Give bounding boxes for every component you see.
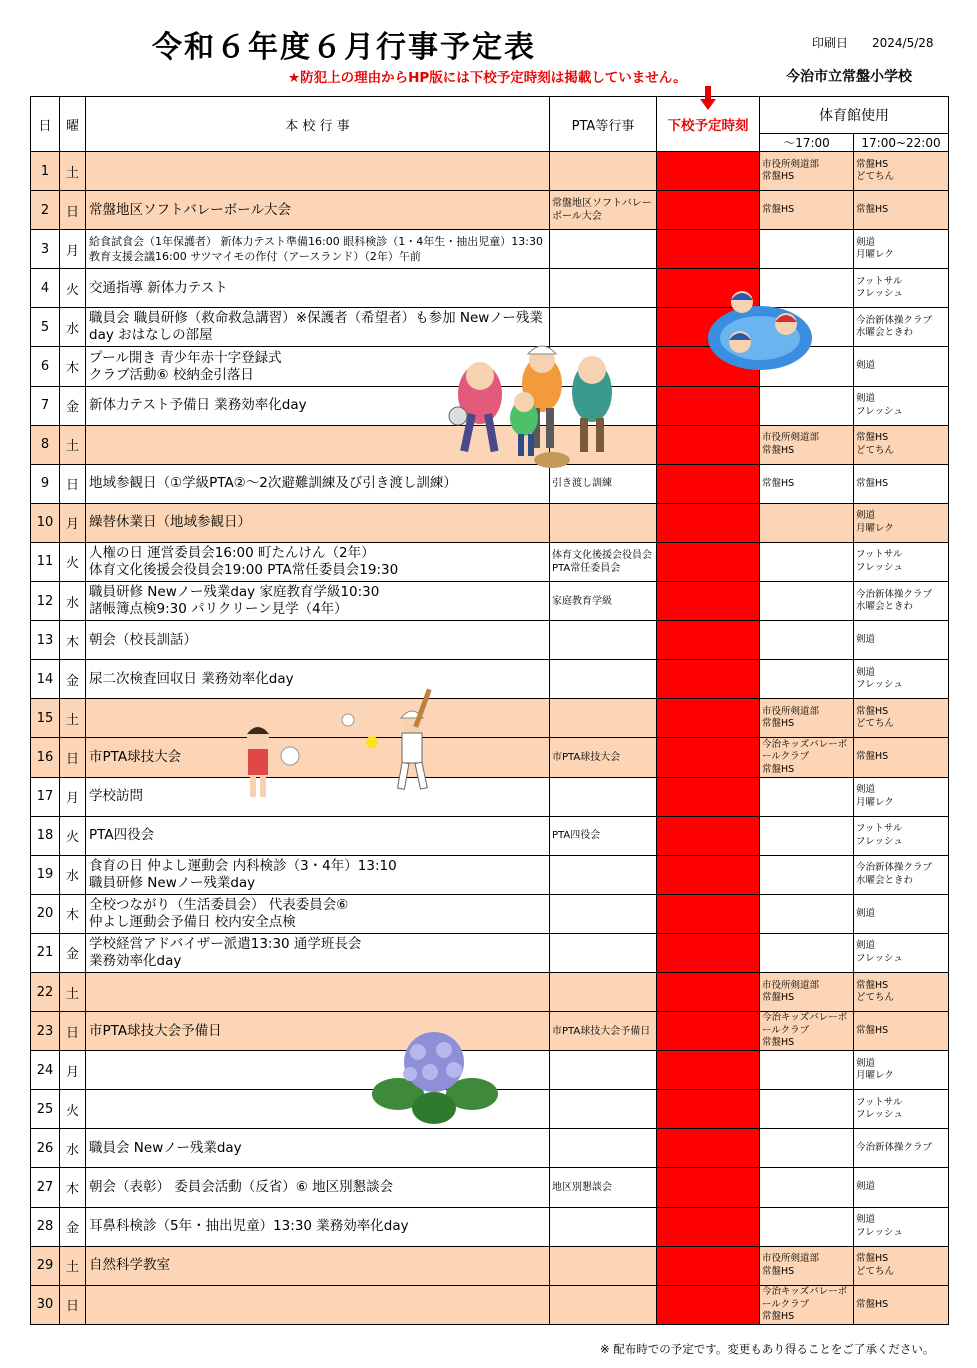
gym-after17-cell: 剣道 xyxy=(854,347,949,386)
pta-event-cell xyxy=(550,1285,657,1324)
pta-event-cell xyxy=(550,933,657,972)
school-event-cell: 食育の日 仲よし運動会 内科検診（3・4年）13:10 職員研修 Newノー残業day xyxy=(86,855,550,894)
day-cell: 28 xyxy=(31,1207,60,1246)
school-event-cell: 自然科学教室 xyxy=(86,1246,550,1285)
weekday-cell: 木 xyxy=(60,894,86,933)
day-cell: 25 xyxy=(31,1090,60,1129)
weekday-cell: 土 xyxy=(60,972,86,1011)
schedule-row xyxy=(31,972,949,1011)
dismissal-time-cell xyxy=(657,1129,760,1168)
hikers-illustration xyxy=(440,334,630,474)
gym-after17-cell: 剣道 フレッシュ xyxy=(854,386,949,425)
gym-after17-cell: 常盤HS xyxy=(854,738,949,777)
gym-after17-cell: 剣道 フレッシュ xyxy=(854,660,949,699)
footnote: ※ 配布時での予定です。変更もあり得ることをご了承ください。 xyxy=(600,1342,935,1356)
gym-after17-cell: 剣道 xyxy=(854,1168,949,1207)
gym-before17-cell xyxy=(760,855,854,894)
weekday-cell: 金 xyxy=(60,386,86,425)
gym-before17-cell xyxy=(760,582,854,621)
day-cell: 30 xyxy=(31,1285,60,1324)
day-cell: 8 xyxy=(31,425,60,464)
dismissal-time-cell xyxy=(657,1246,760,1285)
dismissal-time-cell xyxy=(657,503,760,542)
dismissal-time-cell xyxy=(657,582,760,621)
hydrangea-illustration xyxy=(368,1022,500,1126)
schedule-row xyxy=(31,660,949,699)
gym-after17-cell: フットサル フレッシュ xyxy=(854,269,949,308)
school-event-cell: 職員研修 Newノー残業day 家庭教育学級10:30 諸帳簿点検9:30 パリクリーン見学（4年） xyxy=(86,582,550,621)
dismissal-time-cell xyxy=(657,1207,760,1246)
day-cell: 2 xyxy=(31,191,60,230)
weekday-cell: 水 xyxy=(60,1129,86,1168)
gym-after17-cell: 剣道 月曜レク xyxy=(854,230,949,269)
weekday-cell: 月 xyxy=(60,777,86,816)
gym-after17-cell: 剣道 月曜レク xyxy=(854,777,949,816)
school-event-cell xyxy=(86,972,550,1011)
pta-event-cell: 市PTA球技大会予備日 xyxy=(550,1012,657,1051)
weekday-cell: 土 xyxy=(60,699,86,738)
header-gym: 体育館使用 xyxy=(760,97,949,134)
pta-event-cell xyxy=(550,1090,657,1129)
dismissal-time-cell xyxy=(657,816,760,855)
school-event-cell: 市PTA球技大会 xyxy=(86,738,550,777)
gym-before17-cell xyxy=(760,1051,854,1090)
school-event-cell: 市PTA球技大会予備日 xyxy=(86,1012,550,1051)
schedule-row xyxy=(31,933,949,972)
day-cell: 16 xyxy=(31,738,60,777)
gym-before17-cell xyxy=(760,542,854,581)
pta-event-cell: 家庭教育学級 xyxy=(550,582,657,621)
school-event-cell: 職員会 Newノー残業day xyxy=(86,1129,550,1168)
schedule-row xyxy=(31,894,949,933)
weekday-cell: 日 xyxy=(60,738,86,777)
gym-after17-cell: 常盤HS どてちん xyxy=(854,1246,949,1285)
school-event-cell: 耳鼻科検診（5年・抽出児童）13:30 業務効率化day xyxy=(86,1207,550,1246)
school-event-cell: 交通指導 新体力テスト xyxy=(86,269,550,308)
weekday-cell: 火 xyxy=(60,542,86,581)
header-event: 本 校 行 事 xyxy=(86,97,550,152)
day-cell: 11 xyxy=(31,542,60,581)
dismissal-time-cell xyxy=(657,464,760,503)
schedule-row xyxy=(31,816,949,855)
schedule-row xyxy=(31,191,949,230)
weekday-cell: 日 xyxy=(60,1285,86,1324)
dismissal-time-cell xyxy=(657,1090,760,1129)
day-cell: 22 xyxy=(31,972,60,1011)
weekday-cell: 月 xyxy=(60,230,86,269)
dismissal-time-cell xyxy=(657,660,760,699)
header-day: 日 xyxy=(31,97,60,152)
schedule-row xyxy=(31,621,949,660)
gym-before17-cell: 市役所剣道部 常盤HS xyxy=(760,699,854,738)
gym-before17-cell: 今治キッズバレーボールクラブ 常盤HS xyxy=(760,738,854,777)
weekday-cell: 土 xyxy=(60,152,86,191)
pta-event-cell: 引き渡し訓練 xyxy=(550,464,657,503)
gym-after17-cell: 常盤HS xyxy=(854,1012,949,1051)
day-cell: 14 xyxy=(31,660,60,699)
gym-before17-cell: 市役所剣道部 常盤HS xyxy=(760,425,854,464)
gym-before17-cell xyxy=(760,660,854,699)
dismissal-time-cell xyxy=(657,933,760,972)
school-event-cell: 朝会（表彰） 委員会活動（反省）⑥ 地区別懇談会 xyxy=(86,1168,550,1207)
school-event-cell: 繰替休業日（地域参観日） xyxy=(86,503,550,542)
dismissal-time-cell xyxy=(657,699,760,738)
header-dismiss-time: 下校予定時刻 xyxy=(657,97,760,152)
day-cell: 21 xyxy=(31,933,60,972)
day-cell: 26 xyxy=(31,1129,60,1168)
schedule-row xyxy=(31,1207,949,1246)
gym-after17-cell: フットサル フレッシュ xyxy=(854,816,949,855)
school-event-cell xyxy=(86,1285,550,1324)
header-dow: 曜 xyxy=(60,97,86,152)
weekday-cell: 日 xyxy=(60,464,86,503)
pta-event-cell: PTA四役会 xyxy=(550,816,657,855)
schedule-row xyxy=(31,1246,949,1285)
schedule-table xyxy=(30,96,949,1325)
weekday-cell: 日 xyxy=(60,191,86,230)
dismissal-time-cell xyxy=(657,425,760,464)
day-cell: 29 xyxy=(31,1246,60,1285)
day-cell: 15 xyxy=(31,699,60,738)
gym-after17-cell: 今治新体操クラブ 水曜会ときわ xyxy=(854,582,949,621)
day-cell: 12 xyxy=(31,582,60,621)
day-cell: 19 xyxy=(31,855,60,894)
gym-after17-cell: 常盤HS xyxy=(854,464,949,503)
pta-event-cell xyxy=(550,230,657,269)
gym-before17-cell xyxy=(760,1129,854,1168)
schedule-row xyxy=(31,777,949,816)
pta-event-cell xyxy=(550,972,657,1011)
gym-before17-cell xyxy=(760,777,854,816)
schedule-row xyxy=(31,738,949,777)
dismissal-time-cell xyxy=(657,855,760,894)
page-title: 令和６年度６月行事予定表 xyxy=(152,30,536,65)
pta-event-cell xyxy=(550,1129,657,1168)
schedule-row xyxy=(31,230,949,269)
school-event-cell: 給食試食会（1年保護者） 新体力テスト準備16:00 眼科検診（1・4年生・抽出児童）13:30 教育支援会議16:00 サツマイモの作付（アースランド）（2年）午前 xyxy=(86,230,550,269)
gym-after17-cell: 剣道 月曜レク xyxy=(854,1051,949,1090)
schedule-row xyxy=(31,1285,949,1324)
pta-event-cell xyxy=(550,1051,657,1090)
pta-event-cell xyxy=(550,152,657,191)
pta-event-cell xyxy=(550,699,657,738)
gym-before17-cell: 常盤HS xyxy=(760,191,854,230)
gym-after17-cell: フットサル フレッシュ xyxy=(854,1090,949,1129)
pta-event-cell xyxy=(550,503,657,542)
weekday-cell: 木 xyxy=(60,621,86,660)
pta-event-cell xyxy=(550,621,657,660)
school-event-cell: 朝会（校長訓話） xyxy=(86,621,550,660)
gym-after17-cell: 常盤HS xyxy=(854,1285,949,1324)
gym-before17-cell xyxy=(760,1168,854,1207)
schedule-row xyxy=(31,699,949,738)
school-event-cell: プール開き 青少年赤十字登録式 クラブ活動⑥ 校納金引落日 xyxy=(86,347,550,386)
school-event-cell: 常盤地区ソフトバレーボール大会 xyxy=(86,191,550,230)
day-cell: 1 xyxy=(31,152,60,191)
gym-before17-cell xyxy=(760,933,854,972)
dismissal-time-cell xyxy=(657,777,760,816)
gym-before17-cell xyxy=(760,386,854,425)
schedule-row xyxy=(31,855,949,894)
dismissal-time-cell xyxy=(657,621,760,660)
weekday-cell: 木 xyxy=(60,1168,86,1207)
school-event-cell: 新体力テスト予備日 業務効率化day xyxy=(86,386,550,425)
day-cell: 13 xyxy=(31,621,60,660)
weekday-cell: 木 xyxy=(60,347,86,386)
weekday-cell: 水 xyxy=(60,855,86,894)
header-gym-before17: ～17:00 xyxy=(760,134,854,152)
gym-after17-cell: 剣道 フレッシュ xyxy=(854,1207,949,1246)
day-cell: 24 xyxy=(31,1051,60,1090)
weekday-cell: 金 xyxy=(60,933,86,972)
dismissal-time-cell xyxy=(657,1012,760,1051)
dismissal-time-cell xyxy=(657,738,760,777)
gym-before17-cell xyxy=(760,230,854,269)
gym-after17-cell: 常盤HS どてちん xyxy=(854,152,949,191)
gym-after17-cell: 今治新体操クラブ 水曜会ときわ xyxy=(854,855,949,894)
down-arrow-icon xyxy=(700,86,716,112)
school-event-cell: 学校訪問 xyxy=(86,777,550,816)
schedule-row xyxy=(31,582,949,621)
weekday-cell: 月 xyxy=(60,1051,86,1090)
gym-after17-cell: 剣道 xyxy=(854,621,949,660)
weekday-cell: 土 xyxy=(60,425,86,464)
pta-event-cell xyxy=(550,894,657,933)
gym-before17-cell: 市役所剣道部 常盤HS xyxy=(760,1246,854,1285)
gym-after17-cell: 剣道 月曜レク xyxy=(854,503,949,542)
gym-after17-cell: 剣道 xyxy=(854,894,949,933)
day-cell: 9 xyxy=(31,464,60,503)
header-gym-after17: 17:00~22:00 xyxy=(854,134,949,152)
pta-event-cell: 常盤地区ソフトバレーボール大会 xyxy=(550,191,657,230)
gym-before17-cell: 市役所剣道部 常盤HS xyxy=(760,152,854,191)
pta-event-cell xyxy=(550,777,657,816)
gym-after17-cell: 常盤HS xyxy=(854,191,949,230)
dismissal-time-cell xyxy=(657,152,760,191)
weekday-cell: 火 xyxy=(60,816,86,855)
day-cell: 7 xyxy=(31,386,60,425)
gym-before17-cell xyxy=(760,894,854,933)
gym-before17-cell xyxy=(760,621,854,660)
pta-event-cell xyxy=(550,660,657,699)
pta-event-cell: 体育文化後援会役員会 PTA常任委員会 xyxy=(550,542,657,581)
gym-after17-cell: 常盤HS どてちん xyxy=(854,972,949,1011)
day-cell: 23 xyxy=(31,1012,60,1051)
school-event-cell: 職員会 職員研修（救命救急講習）※保護者（希望者）も参加 Newノー残業day おはなしの部屋 xyxy=(86,308,550,347)
weekday-cell: 火 xyxy=(60,269,86,308)
school-event-cell: 尿二次検査回収日 業務効率化day xyxy=(86,660,550,699)
schedule-row xyxy=(31,542,949,581)
pta-event-cell: 市PTA球技大会 xyxy=(550,738,657,777)
schedule-row xyxy=(31,1168,949,1207)
weekday-cell: 火 xyxy=(60,1090,86,1129)
dismissal-time-cell xyxy=(657,542,760,581)
weekday-cell: 金 xyxy=(60,660,86,699)
school-event-cell xyxy=(86,152,550,191)
gym-after17-cell: 今治新体操クラブ 水曜会ときわ xyxy=(854,308,949,347)
day-cell: 10 xyxy=(31,503,60,542)
weekday-cell: 土 xyxy=(60,1246,86,1285)
dismissal-time-cell xyxy=(657,1051,760,1090)
ball-players-illustration xyxy=(238,686,448,800)
day-cell: 5 xyxy=(31,308,60,347)
schedule-row xyxy=(31,503,949,542)
school-event-cell: 学校経営アドバイザー派遣13:30 通学班長会 業務効率化day xyxy=(86,933,550,972)
dismissal-time-cell xyxy=(657,972,760,1011)
weekday-cell: 水 xyxy=(60,308,86,347)
day-cell: 20 xyxy=(31,894,60,933)
dismissal-time-cell xyxy=(657,894,760,933)
day-cell: 4 xyxy=(31,269,60,308)
gym-before17-cell xyxy=(760,816,854,855)
weekday-cell: 月 xyxy=(60,503,86,542)
dismissal-time-cell xyxy=(657,230,760,269)
weekday-cell: 金 xyxy=(60,1207,86,1246)
dismissal-time-cell xyxy=(657,1168,760,1207)
gym-before17-cell xyxy=(760,1090,854,1129)
pta-event-cell xyxy=(550,855,657,894)
day-cell: 3 xyxy=(31,230,60,269)
dismissal-time-cell xyxy=(657,386,760,425)
dismissal-time-cell xyxy=(657,1285,760,1324)
school-event-cell: 人権の日 運営委員会16:00 町たんけん（2年） 体育文化後援会役員会19:00 PTA常任委員会19:30 xyxy=(86,542,550,581)
pta-event-cell xyxy=(550,1246,657,1285)
schedule-row xyxy=(31,152,949,191)
day-cell: 6 xyxy=(31,347,60,386)
gym-after17-cell: フットサル フレッシュ xyxy=(854,542,949,581)
gym-before17-cell xyxy=(760,503,854,542)
print-date: 印刷日 2024/5/28 xyxy=(812,36,934,50)
gym-after17-cell: 今治新体操クラブ xyxy=(854,1129,949,1168)
day-cell: 17 xyxy=(31,777,60,816)
school-event-cell: 全校つながり（生活委員会） 代表委員会⑥ 仲よし運動会予備日 校内安全点検 xyxy=(86,894,550,933)
pta-event-cell xyxy=(550,269,657,308)
pta-event-cell xyxy=(550,1207,657,1246)
gym-after17-cell: 剣道 フレッシュ xyxy=(854,933,949,972)
security-notice: ★防犯上の理由からHP版には下校予定時刻は掲載していません。 xyxy=(288,70,687,86)
day-cell: 27 xyxy=(31,1168,60,1207)
dismissal-time-cell xyxy=(657,191,760,230)
pool-kids-illustration xyxy=(706,288,814,374)
gym-before17-cell xyxy=(760,1207,854,1246)
gym-after17-cell: 常盤HS どてちん xyxy=(854,699,949,738)
school-event-cell: PTA四役会 xyxy=(86,816,550,855)
gym-before17-cell: 市役所剣道部 常盤HS xyxy=(760,972,854,1011)
school-event-cell: 地域参観日（①学級PTA②～2次避難訓練及び引き渡し訓練） xyxy=(86,464,550,503)
day-cell: 18 xyxy=(31,816,60,855)
gym-after17-cell: 常盤HS どてちん xyxy=(854,425,949,464)
schedule-row xyxy=(31,1129,949,1168)
pta-event-cell: 地区別懇談会 xyxy=(550,1168,657,1207)
weekday-cell: 水 xyxy=(60,582,86,621)
gym-before17-cell: 今治キッズバレーボールクラブ 常盤HS xyxy=(760,1012,854,1051)
header-pta: PTA等行事 xyxy=(550,97,657,152)
gym-before17-cell: 今治キッズバレーボールクラブ 常盤HS xyxy=(760,1285,854,1324)
weekday-cell: 日 xyxy=(60,1012,86,1051)
gym-before17-cell: 常盤HS xyxy=(760,464,854,503)
school-name: 今治市立常盤小学校 xyxy=(786,69,912,85)
